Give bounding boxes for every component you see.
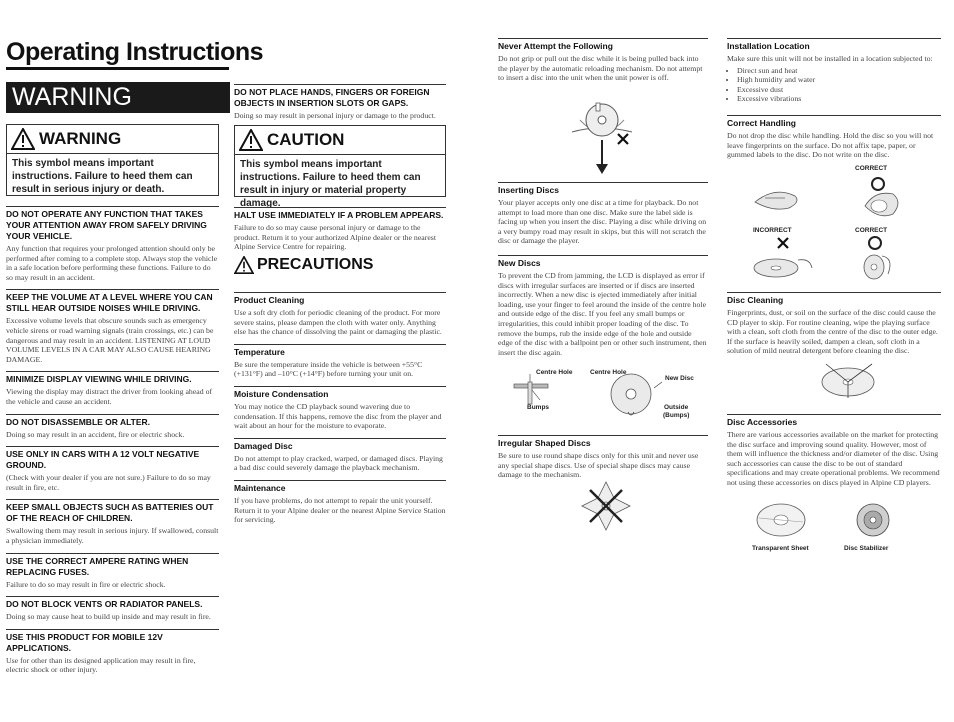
- section-heading: DO NOT PLACE HANDS, FINGERS OR FOREIGN OBJECTS IN INSERTION SLOTS OR GAPS.: [234, 84, 446, 109]
- section-text: Do not grip or pull out the disc while it is being pulled back into the player by the automatic reloading mechanism. Do not attempt to insert a disc into the unit when the unit power is off.: [498, 54, 703, 83]
- section-text: Doing so may result in an accident, fire or electric shock.: [6, 429, 185, 439]
- section-heading: Product Cleaning: [234, 292, 446, 306]
- section: [234, 438, 446, 473]
- section: [6, 499, 219, 545]
- section-text: Any function that requires your prolonged attention should only be performed after coming to a complete stop. Always stop the vehicle in a safe location before performing these functions. Failure to do so may result in an accident.: [6, 244, 218, 282]
- handling-illustration-top: [745, 172, 935, 224]
- section: [6, 446, 219, 492]
- section-text: Failure to do so may cause personal injury or damage to the product. Return it to your authorized Alpine dealer or the nearest Alpine Service Centre for repairing.: [234, 223, 437, 252]
- section: [6, 629, 219, 675]
- section-text: (Check with your dealer if you are not sure.) Failure to do so may result in fire, etc.: [6, 473, 211, 492]
- section-heading: Inserting Discs: [498, 182, 708, 196]
- section-heading: DO NOT BLOCK VENTS OR RADIATOR PANELS.: [6, 596, 219, 610]
- label-correct-bottom: CORRECT: [855, 227, 888, 234]
- section: [6, 414, 219, 440]
- section-insertion-slots: [234, 84, 446, 121]
- label-bumps-paren: (Bumps): [663, 412, 690, 419]
- disc-pull-illustration: [562, 98, 642, 178]
- section-irregular-discs: [498, 435, 708, 480]
- section-heading: USE ONLY IN CARS WITH A 12 VOLT NEGATIVE GROUND.: [6, 446, 219, 471]
- section-text: If you have problems, do not attempt to repair the unit yourself. Return it to your Alpine dealer or the nearest Alpine Service Station for servicing.: [234, 495, 446, 525]
- section-text: Do not drop the disc while handling. Hold the disc so you will not leave fingerprints on the surface. Do not affix tape, paper, or gummed labels to the disc. Do not write on the disc.: [727, 131, 934, 160]
- list-item: • Direct sun and heat: [737, 66, 941, 76]
- disc-cleaning-illustration: [814, 358, 884, 402]
- section-text: Failure to do so may result in fire or electric shock.: [6, 579, 166, 589]
- section-text: Doing so may cause heat to build up inside and may result in fire.: [6, 612, 211, 622]
- section-installation-location: [727, 38, 941, 104]
- label-outside: Outside: [664, 404, 689, 411]
- section-text: Use a soft dry cloth for periodic cleaning of the product. For more severe stains, please dampen the cloth with water only. Anything else has the chance of dissolving the paint or damaging the plastic.: [234, 308, 442, 337]
- section-heading: Irregular Shaped Discs: [498, 435, 708, 449]
- precautions-heading-text: PRECAUTIONS: [257, 256, 374, 273]
- section: [234, 292, 446, 337]
- section-inserting-discs: [498, 182, 708, 246]
- list-item: • Excessive vibrations: [737, 94, 941, 104]
- caution-triangle-icon: [239, 129, 263, 151]
- section-heading: DO NOT DISASSEMBLE OR ALTER.: [6, 414, 219, 428]
- section-heading: MINIMIZE DISPLAY VIEWING WHILE DRIVING.: [6, 371, 219, 385]
- section-heading: Damaged Disc: [234, 438, 446, 452]
- column-1: [6, 206, 219, 682]
- label-disc-stabilizer: Disc Stabilizer: [844, 545, 889, 552]
- section: [6, 289, 219, 364]
- label-incorrect: INCORRECT: [753, 227, 792, 234]
- section-disc-cleaning: [727, 292, 941, 356]
- section: [234, 344, 446, 379]
- section-heading: USE THE CORRECT AMPERE RATING WHEN REPLACING FUSES.: [6, 553, 219, 578]
- caution-box-text: This symbol means important instructions. Failure to heed them can result in injury or material property damage.: [235, 154, 445, 213]
- section-heading: Maintenance: [234, 480, 446, 494]
- section-text: Excessive volume levels that obscure sounds such as emergency vehicle sirens or road warning signals (train crossings, etc.) can be dangerous and may result in an accident. LISTENING AT LOUD VOLUME LEVELS IN A CAR MAY ALSO CAUSE HEARING DAMAGE.: [6, 316, 214, 364]
- section-new-discs: [498, 255, 708, 357]
- precautions-heading: [234, 256, 373, 274]
- caution-box-heading: CAUTION: [267, 130, 345, 149]
- section-text: Fingerprints, dust, or soil on the surface of the disc could cause the CD player to skip. For routine cleaning, wipe the playing surface with a clean, soft cloth from the centre of the disc to the outer edge. If the surface is heavily soiled, dampen a clean, soft cloth in a solution of mild neutral detergent before cleaning the disc.: [727, 308, 938, 356]
- section-heading: Disc Accessories: [727, 414, 941, 428]
- section: [234, 386, 446, 431]
- section-text: Viewing the display may distract the driver from looking ahead of the vehicle and cause an accident.: [6, 387, 213, 406]
- column-2-precautions: [234, 292, 446, 532]
- warning-box-heading: WARNING: [39, 129, 122, 148]
- list-item: • Excessive dust: [737, 85, 941, 95]
- section-text: Make sure this unit will not be installed in a location subjected to:: [727, 54, 933, 63]
- page-title: Operating Instructions: [6, 38, 264, 66]
- irregular-disc-illustration: [580, 480, 632, 532]
- section: [6, 596, 219, 622]
- section-heading: Correct Handling: [727, 115, 941, 129]
- section-heading: Installation Location: [727, 38, 941, 52]
- section-heading: New Discs: [498, 255, 708, 269]
- section-text: Do not attempt to play cracked, warped, or damaged discs. Playing a bad disc could severely damage the playback mechanism.: [234, 453, 443, 473]
- install-list: [727, 66, 941, 104]
- warning-banner: WARNING: [6, 82, 230, 113]
- section-heading: KEEP THE VOLUME AT A LEVEL WHERE YOU CAN STILL HEAR OUTSIDE NOISES WHILE DRIVING.: [6, 289, 219, 314]
- label-centre-hole-2: Centre Hole: [590, 369, 627, 376]
- warning-triangle-icon: [11, 128, 35, 150]
- section-text: To prevent the CD from jamming, the LCD is displayed as error if discs with irregular surfaces are inserted or if discs are inserted incorrectly. When a new disc is ejected immediately after initial loading, use your finger to feel around the inside of the centre hole and outside edge of the disc. If you feel any small bumps or irregularities, this could inhibit proper loading of the disc. To remove the bumps, rub the inside edge of the hole and outside edge of the disc with a ballpoint pen or other such instrument, then insert the disc again.: [498, 271, 707, 357]
- precaution-triangle-icon: [234, 256, 254, 274]
- label-new-disc: New Disc: [665, 375, 694, 382]
- warning-box-text: This symbol means important instructions. Failure to heed them can result in serious injury or death.: [7, 153, 218, 199]
- section: [234, 480, 446, 525]
- section-text: Use for other than its designed application may result in fire, electric shock or other injury.: [6, 655, 196, 675]
- label-correct-top: CORRECT: [855, 165, 888, 172]
- section-heading: KEEP SMALL OBJECTS SUCH AS BATTERIES OUT OF THE REACH OF CHILDREN.: [6, 499, 219, 524]
- section-never-attempt: [498, 38, 708, 83]
- section-text: You may notice the CD playback sound wavering due to condensation. If this happens, remove the disc from the player and wait about an hour for the moisture to evaporate.: [234, 401, 442, 431]
- section-heading: DO NOT OPERATE ANY FUNCTION THAT TAKES YOUR ATTENTION AWAY FROM SAFELY DRIVING YOUR VEHICLE.: [6, 206, 219, 242]
- section-text: Be sure the temperature inside the vehicle is between +55°C (+131°F) and –10°C (+14°F) before turning your unit on.: [234, 359, 423, 379]
- list-item: • High humidity and water: [737, 75, 941, 85]
- section-heading: HALT USE IMMEDIATELY IF A PROBLEM APPEARS.: [234, 207, 446, 221]
- title-rule: [6, 67, 229, 70]
- section-text: Swallowing them may result in serious injury. If swallowed, consult a physician immediately.: [6, 526, 219, 545]
- section-text: Doing so may result in personal injury or damage to the product.: [234, 111, 436, 120]
- section-text: Be sure to use round shape discs only for this unit and never use any special shape discs. Use of special shape discs may cause damage to the mechanism.: [498, 451, 699, 480]
- section-text: Your player accepts only one disc at a time for playback. Do not attempt to load more than one disc. Make sure the label side is facing up when you insert the disc. Playing a disc while driving on a very bumpy road may result in skips, but this will not scratch the disc or damage the player.: [498, 198, 707, 246]
- caution-box: [234, 125, 446, 209]
- section: [6, 553, 219, 590]
- warning-box: [6, 124, 219, 196]
- section-correct-handling: [727, 115, 941, 160]
- section-heading: USE THIS PRODUCT FOR MOBILE 12V APPLICATIONS.: [6, 629, 219, 654]
- section-heading: Moisture Condensation: [234, 386, 446, 400]
- section-text: There are various accessories available on the market for protecting the disc surface and improving sound quality. However, most of them will influence the thickness and/or diameter of the disc. Using such accessories can cause the disc to be out of standard specifications and may create operational problems. We recommend not using these accessories on discs played in Alpine CD players.: [727, 430, 940, 487]
- label-bumps: Bumps: [527, 404, 550, 411]
- section: [6, 206, 219, 282]
- section-disc-accessories: [727, 414, 941, 488]
- section: [6, 371, 219, 406]
- section-heading: Temperature: [234, 344, 446, 358]
- accessories-illustration: [745, 500, 935, 544]
- section-halt-use: [234, 207, 446, 252]
- label-centre-hole-1: Centre Hole: [536, 369, 573, 376]
- label-transparent-sheet: Transparent Sheet: [752, 545, 809, 552]
- handling-illustration-bottom: [742, 234, 932, 284]
- section-heading: Never Attempt the Following: [498, 38, 708, 52]
- section-heading: Disc Cleaning: [727, 292, 941, 306]
